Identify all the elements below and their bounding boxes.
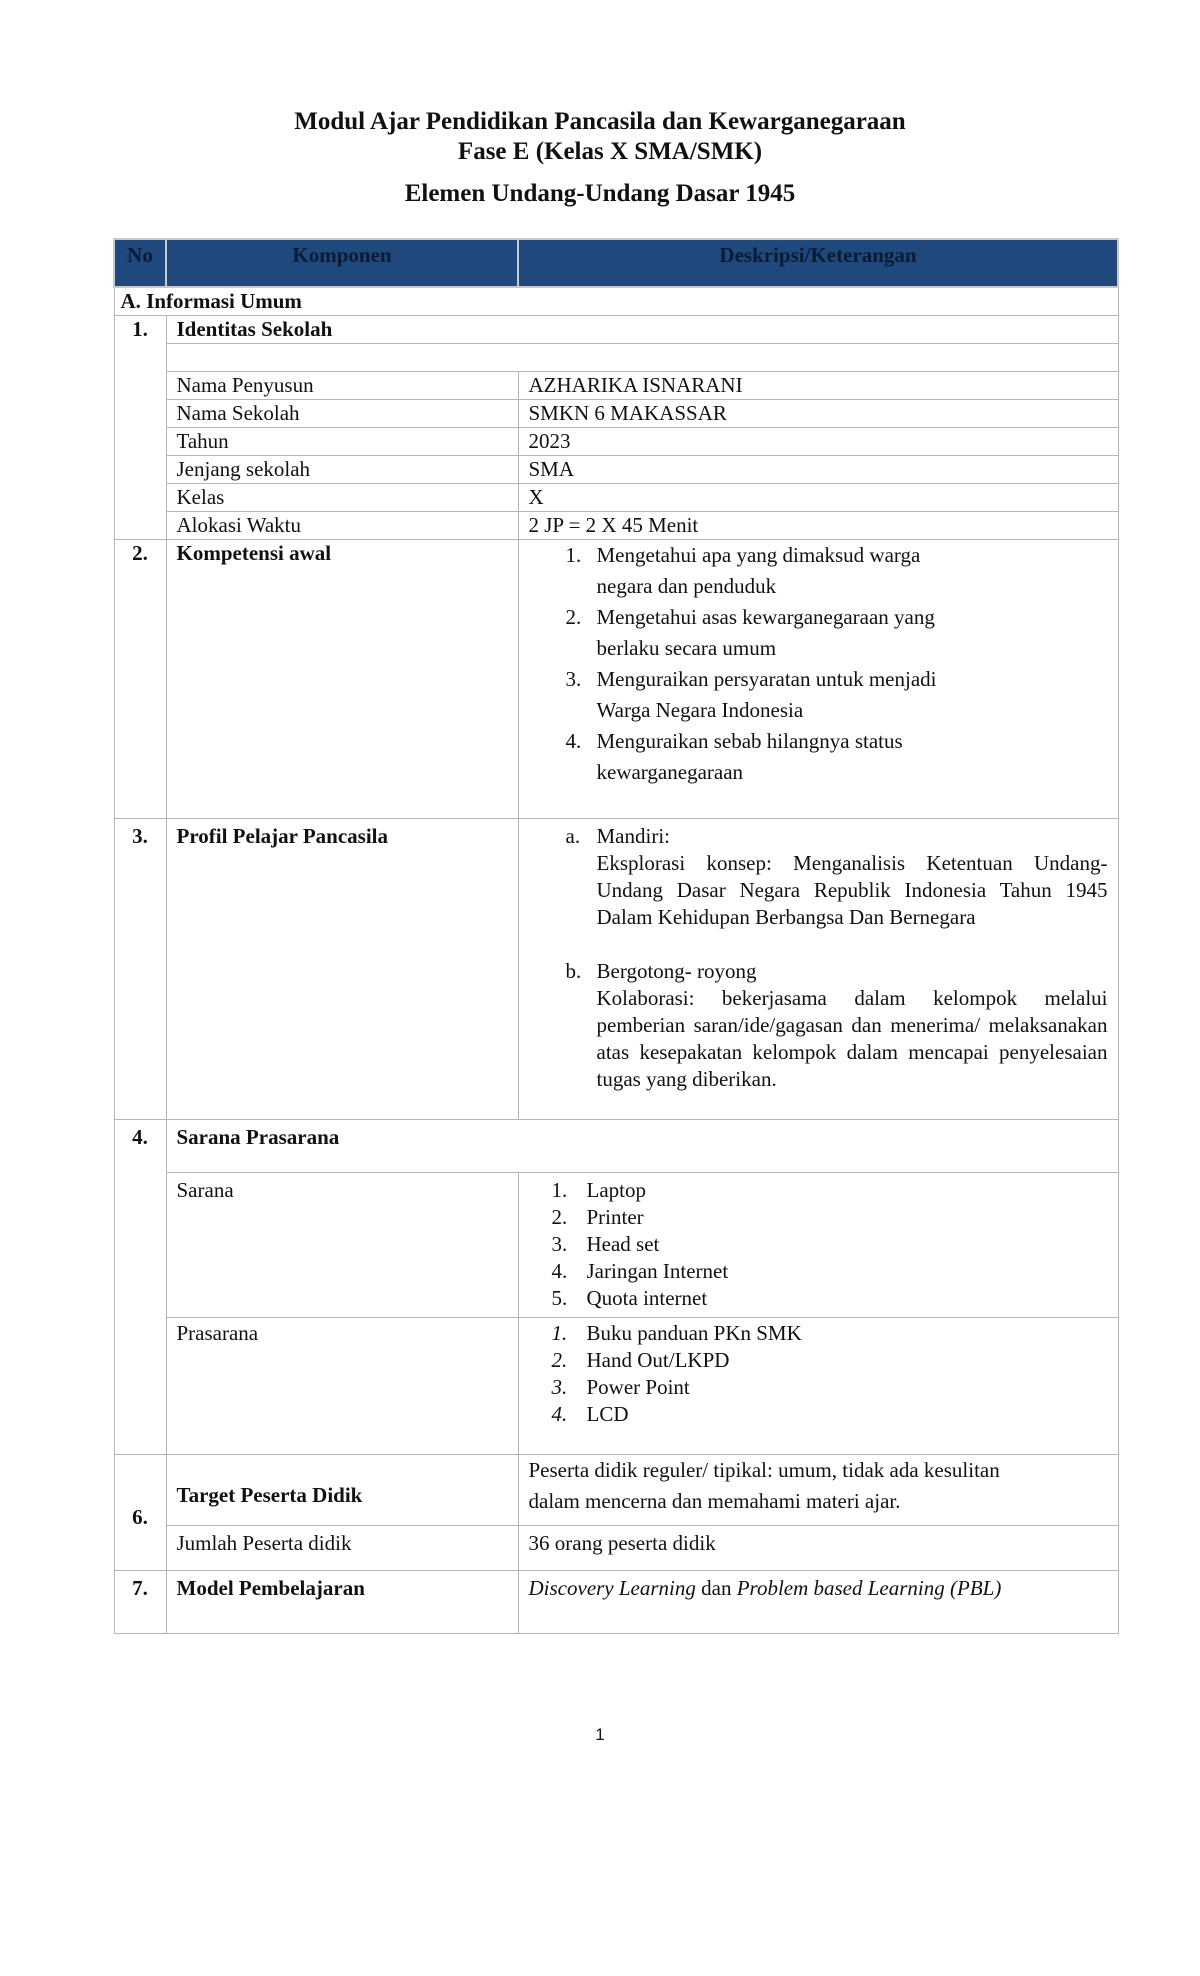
table-row	[114, 428, 1118, 456]
profile-item-mandiri: a. Mandiri: Eksplorasi konsep: Menganalisis Ketentuan Undang-Undang Dasar Negara Republik Indonesia Tahun 1945 Dalam Kehidupan Berbangsa Dan Bernegara	[565, 824, 1108, 929]
row-number: 4.	[114, 1120, 166, 1455]
row-number: 2.	[114, 540, 166, 819]
module-table	[113, 238, 1119, 1634]
field-value: 2 JP = 2 X 45 Menit	[518, 512, 1118, 540]
field-value: 36 orang peserta didik	[518, 1526, 1118, 1571]
list-item: 1. Laptop	[551, 1178, 646, 1202]
list-item: 2. Mengetahui asas kewarganegaraan yang berlaku secara umum	[565, 605, 935, 660]
table-row	[114, 512, 1118, 540]
component-label: Profil Pelajar Pancasila	[166, 819, 518, 1120]
list-item: 2. Printer	[551, 1205, 644, 1229]
row-number: 3.	[114, 819, 166, 1120]
component-label: Target Peserta Didik	[166, 1455, 518, 1526]
document-element-title: Elemen Undang-Undang Dasar 1945	[404, 180, 796, 207]
field-value: X	[518, 484, 1118, 512]
list-item: 3. Menguraikan persyaratan untuk menjadi Warga Negara Indonesia	[565, 667, 937, 722]
target-description: Peserta didik reguler/ tipikal: umum, tidak ada kesulitan dalam mencerna dan memahami materi ajar.	[518, 1455, 1118, 1526]
table-row	[114, 1571, 1118, 1634]
row-number: 7.	[114, 1571, 166, 1634]
field-label: Sarana	[166, 1173, 518, 1318]
profile-cell	[518, 819, 1118, 1120]
table-row	[114, 540, 1118, 819]
prasarana-list	[529, 1320, 1108, 1428]
table-row	[114, 1526, 1118, 1571]
field-label: Tahun	[166, 428, 518, 456]
document-title: Modul Ajar Pendidikan Pancasila dan Kewarganegaraan	[294, 108, 906, 135]
list-item: 4. Menguraikan sebab hilangnya status kewarganegaraan	[565, 729, 903, 784]
row-number: 1.	[114, 316, 166, 540]
field-value: SMKN 6 MAKASSAR	[518, 400, 1118, 428]
column-header-komponen: Komponen	[166, 239, 518, 287]
component-label: Identitas Sekolah	[166, 316, 1118, 344]
component-label: Kompetensi awal	[166, 540, 518, 819]
field-label: Jumlah Peserta didik	[166, 1526, 518, 1571]
list-item: 4. LCD	[551, 1402, 629, 1426]
table-row	[114, 484, 1118, 512]
sarana-cell	[518, 1173, 1118, 1318]
section-title: A. Informasi Umum	[114, 287, 1118, 316]
page-number: 1	[595, 1725, 605, 1744]
section-row	[114, 287, 1118, 316]
table-row	[114, 1455, 1118, 1526]
list-item: 1. Mengetahui apa yang dimaksud warga negara dan penduduk	[565, 543, 921, 598]
field-value: SMA	[518, 456, 1118, 484]
list-item: 3. Power Point	[551, 1375, 690, 1399]
table-row	[114, 456, 1118, 484]
field-label: Kelas	[166, 484, 518, 512]
table-row	[114, 1120, 1118, 1173]
table-row	[114, 400, 1118, 428]
field-label: Nama Penyusun	[166, 372, 518, 400]
model-description: Discovery Learning dan Problem based Learning (PBL)	[518, 1571, 1118, 1634]
row-number: 6.	[114, 1455, 166, 1571]
field-label: Jenjang sekolah	[166, 456, 518, 484]
list-item: 5. Quota internet	[551, 1286, 708, 1310]
profile-item-gotong-royong: b. Bergotong- royong Kolaborasi: bekerjasama dalam kelompok melalui pemberian saran/ide/gagasan dan menerima/ melaksanakan atas kesepakatan kelompok dalam mencapai penyelesaian tugas yang diberikan.	[565, 959, 1108, 1091]
list-item: 2. Hand Out/LKPD	[551, 1348, 730, 1372]
component-label: Model Pembelajaran	[166, 1571, 518, 1634]
list-item: 3. Head set	[551, 1232, 660, 1256]
list-item: 4. Jaringan Internet	[551, 1259, 729, 1283]
table-row	[114, 819, 1118, 1120]
field-value: AZHARIKA ISNARANI	[518, 372, 1118, 400]
field-label: Alokasi Waktu	[166, 512, 518, 540]
field-label: Nama Sekolah	[166, 400, 518, 428]
component-label: Sarana Prasarana	[166, 1120, 1118, 1173]
column-header-no: No	[114, 239, 166, 287]
field-label: Prasarana	[166, 1318, 518, 1455]
table-row	[114, 372, 1118, 400]
table-row	[114, 1173, 1118, 1318]
table-row	[114, 344, 1118, 372]
document-subtitle: Fase E (Kelas X SMA/SMK)	[457, 138, 763, 165]
empty-cell	[166, 344, 1118, 372]
competency-cell	[518, 540, 1118, 819]
field-value: 2023	[518, 428, 1118, 456]
list-item: 1. Buku panduan PKn SMK	[551, 1321, 802, 1345]
table-row	[114, 316, 1118, 344]
competency-list	[529, 540, 1108, 788]
table-row	[114, 1318, 1118, 1455]
prasarana-cell	[518, 1318, 1118, 1455]
column-header-deskripsi: Deskripsi/Keterangan	[518, 239, 1118, 287]
table-header-row	[114, 239, 1118, 287]
sarana-list	[529, 1177, 1108, 1312]
